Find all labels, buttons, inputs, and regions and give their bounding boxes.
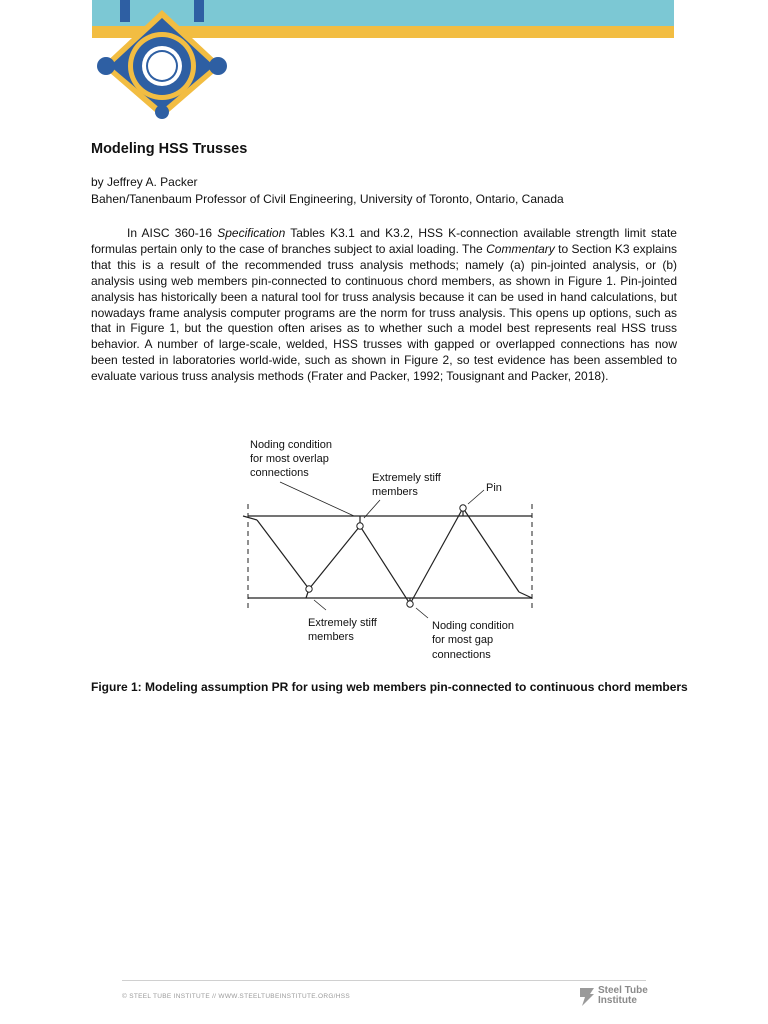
body-text-1: In AISC 360-16 (127, 226, 218, 240)
label-pin: Pin (486, 482, 502, 494)
label-overlap-line1: Noding condition (250, 439, 332, 451)
footer-copyright: © STEEL TUBE INSTITUTE // WWW.STEELTUBEINSTITUTE.ORG/HSS (122, 993, 351, 1000)
page-title: Modeling HSS Trusses (91, 141, 248, 157)
label-gap-line3: connections (432, 649, 491, 661)
body-paragraph (91, 226, 677, 385)
steel-tube-logo-icon (578, 984, 596, 1008)
byline (91, 174, 564, 208)
label-stiff-top-line2: members (372, 486, 418, 498)
label-stiff-bottom-line1: Extremely stiff (308, 617, 377, 629)
commentary-term: Commentary (486, 241, 555, 256)
truss-modeling-figure (240, 432, 540, 672)
pin-joint-4 (460, 505, 466, 511)
pin-joint-2 (357, 523, 363, 529)
author: by Jeffrey A. Packer (91, 175, 198, 189)
footer-logo (578, 982, 648, 1010)
steel-tube-institute-emblem-icon (92, 0, 230, 120)
label-stiff-top-line1: Extremely stiff (372, 472, 441, 484)
pin-joint-1 (306, 586, 312, 592)
label-overlap-line3: connections (250, 467, 309, 479)
label-overlap-line2: for most overlap (250, 453, 329, 465)
body-text-2: Tables K3.1 and K3.2, HSS K-connection available strength limit state formulas pertain only to the case of branches subject to axial loading. The (91, 226, 677, 256)
footer-logo-line1: Steel Tube (598, 985, 648, 996)
footer-logo-line2: Institute (598, 995, 637, 1006)
body-text-3: to Section K3 explains that this is a result of the recommended truss analysis methods; namely (a) pin-jointed analysis, or (b) analysis using web members pin-connected to continuous chord members, as shown in Figure 1. Pin-jointed analysis has historically been a natural tool for truss analysis because it can be used in hand calculations, but nowadays frame analysis computer programs are the norm for truss analysis. This opens up options, such as that in Figure 1, but the question often arises as to whether such a model best represents real HSS truss behavior. A number of large-scale, welded, HSS trusses with gapped or overlapped connections has now been tested in laboratories world-wide, such as shown in Figure 2, so test evidence has been assembled to evaluate various truss analysis methods (Frater and Packer, 1992; Tousignant and Packer, 2018). (91, 241, 677, 384)
footer-logo-text (598, 986, 648, 1006)
pin-joint-3 (407, 601, 413, 607)
figure-caption: Figure 1: Modeling assumption PR for using web members pin-connected to continuous chord members (91, 680, 688, 694)
footer-divider (122, 980, 646, 981)
label-gap-line1: Noding condition (432, 620, 514, 632)
label-gap-line2: for most gap (432, 634, 494, 646)
web-members (257, 508, 519, 604)
specification-term: Specification (217, 226, 286, 240)
affiliation: Bahen/Tanenbaum Professor of Civil Engineering, University of Toronto, Ontario, Canada (91, 192, 564, 206)
label-stiff-bottom-line2: members (308, 631, 354, 643)
